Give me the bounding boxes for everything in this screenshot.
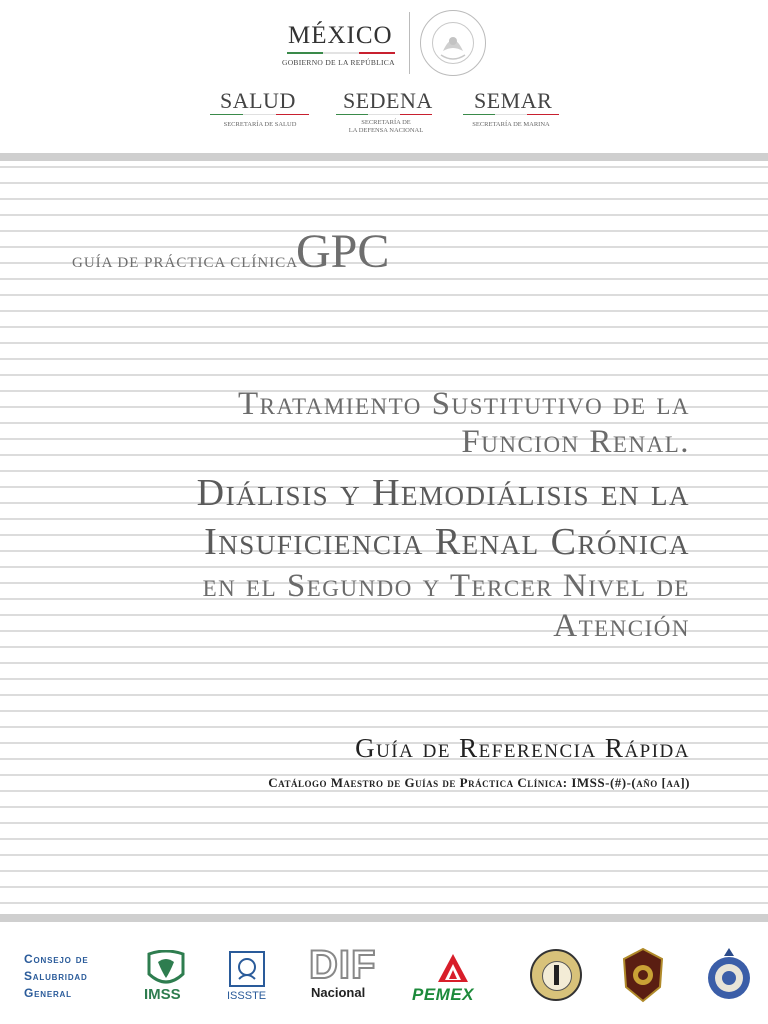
seal-icon bbox=[530, 949, 582, 1001]
consejo-salubridad-logo bbox=[24, 951, 88, 1002]
consejo-line-2: Salubridad bbox=[24, 969, 88, 983]
consejo-line-3: General bbox=[24, 986, 72, 1000]
title-line-1: Tratamiento Sustitutivo de la bbox=[237, 386, 690, 422]
title-line-3: Diálisis y Hemodiálisis en la bbox=[196, 472, 690, 514]
naval-seal-icon bbox=[706, 946, 752, 1004]
flag-line-green bbox=[210, 114, 243, 115]
gobierno-label: GOBIERNO DE LA REPÚBLICA bbox=[282, 58, 395, 67]
flag-line-green bbox=[287, 52, 323, 54]
issste-emblem-icon bbox=[229, 951, 265, 987]
flag-line-white bbox=[243, 114, 276, 115]
dif-nacional-label: Nacional bbox=[311, 985, 366, 1000]
agency-sedena-sub: SECRETARÍA DE LA DEFENSA NACIONAL bbox=[348, 119, 424, 134]
flag-line-white bbox=[368, 114, 400, 115]
issste-logo: ISSSTE bbox=[227, 990, 267, 1002]
title-line-5: en el Segundo y Tercer Nivel de bbox=[202, 568, 690, 604]
escudo-nacional-icon bbox=[420, 10, 486, 76]
seal-divider bbox=[409, 12, 410, 74]
flag-line-green bbox=[336, 114, 368, 115]
title-line-4: Insuficiencia Renal Crónica bbox=[204, 521, 690, 563]
agency-salud-sub: SECRETARÍA DE SALUD bbox=[223, 121, 297, 128]
pemex-logo: PEMEX bbox=[412, 985, 475, 1004]
consejo-line-1: Consejo de bbox=[24, 952, 89, 966]
title-line-2: Funcion Renal. bbox=[461, 424, 690, 460]
agency-semar-sub: SECRETARÍA DE MARINA bbox=[472, 121, 550, 128]
flag-line-green bbox=[463, 114, 495, 115]
reference-title: Guía de Referencia Rápida bbox=[355, 733, 690, 763]
agency-semar: SEMAR bbox=[474, 88, 553, 113]
mexico-wordmark: MÉXICO bbox=[288, 22, 393, 49]
bottom-divider-bar bbox=[0, 914, 768, 922]
agency-salud: SALUD bbox=[220, 88, 296, 113]
title-line-6: Atención bbox=[553, 608, 690, 644]
crest-icon bbox=[622, 947, 664, 1003]
flag-line-white bbox=[323, 52, 359, 54]
pemex-emblem-icon bbox=[436, 952, 470, 986]
flag-line-red bbox=[359, 52, 395, 54]
gpc-label: GUÍA DE PRÁCTICA CLÍNICA bbox=[72, 255, 299, 271]
dif-logo: DIF bbox=[309, 943, 377, 987]
flag-line-red bbox=[400, 114, 432, 115]
catalog-line: Catálogo Maestro de Guías de Práctica Clínica: IMSS-(#)-(año [aa]) bbox=[268, 775, 690, 790]
flag-line-red bbox=[527, 114, 559, 115]
gpc-abbr: GPC bbox=[296, 225, 390, 278]
imss-logo: IMSS bbox=[144, 986, 181, 1003]
top-divider-bar bbox=[0, 153, 768, 161]
flag-line-white bbox=[495, 114, 527, 115]
imss-emblem-icon bbox=[146, 950, 186, 988]
flag-line-red bbox=[276, 114, 309, 115]
agency-sedena: SEDENA bbox=[343, 88, 433, 113]
